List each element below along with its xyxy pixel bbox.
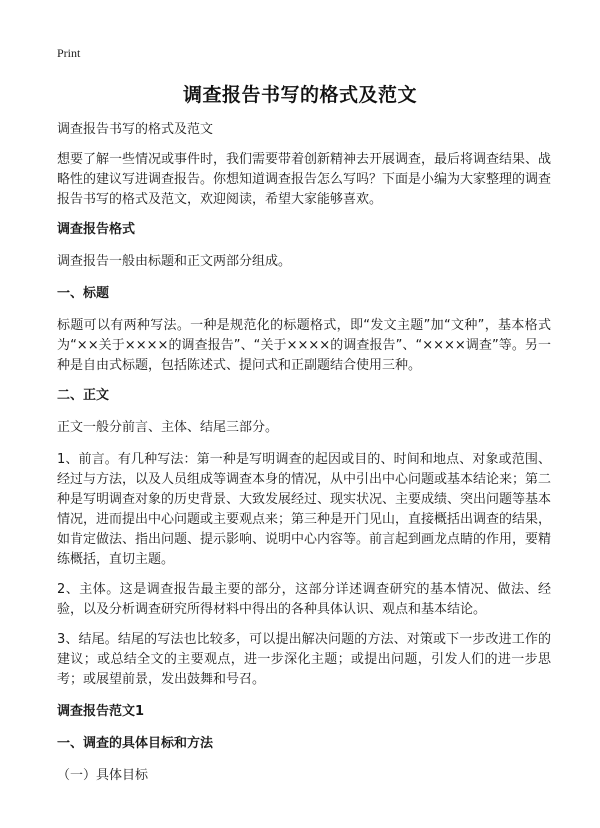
body-part-summary: 正文一般分前言、主体、结尾三部分。 <box>57 420 279 435</box>
sample-sub1-heading: （一）具体目标 <box>57 768 149 783</box>
main-body-paragraph: 2、主体。这是调查报告最主要的部分，这部分详述调查研究的基本情况、做法、经验，以及分析调查研究所得材料中得出的各种具体认识、观点和基本结论。 <box>57 582 551 617</box>
ending-paragraph: 3、结尾。结尾的写法也比较多，可以提出解决问题的方法、对策或下一步改进工作的建议；或总结全文的主要观点，进一步深化主题；或提出问题，引发人们的进一步思考；或展望前景，发出鼓舞和号召。 <box>57 632 551 687</box>
heading-body-part: 二、正文 <box>57 388 110 403</box>
format-summary: 调查报告一般由标题和正文两部分组成。 <box>57 254 292 269</box>
intro-paragraph: 想要了解一些情况或事件时，我们需要带着创新精神去开展调查，最后将调查结果、战略性的建议写进调查报告。你想知道调查报告怎么写吗？下面是小编为大家整理的调查报告书写的格式及范文，欢迎阅读，希望大家能够喜欢。 <box>57 152 552 207</box>
sample-heading: 调查报告范文1 <box>57 704 145 719</box>
title-part-paragraph: 标题可以有两种写法。一种是规范化的标题格式，即“发文主题”加“文种”，基本格式为“××关于××××的调查报告”、“关于××××的调查报告”、“××××调查”等。另一种是自由式标题，包括陈述式、提问式和正副题结合使用三种。 <box>57 318 551 373</box>
preface-paragraph: 1、前言。有几种写法：第一种是写明调查的起因或目的、时间和地点、对象或范围、经过与方法，以及人员组成等调查本身的情况，从中引出中心问题或基本结论来；第二种是写明调查对象的历史背景、大致发展经过、现实状况、主要成绩、突出问题等基本情况，进而提出中心问题或主要观点来；第三种是开门见山，直接概括出调查的结果，如肯定做法、指出问题、提示影响、说明中心内容等。前言起到画龙点睛的作用，要精练概括，直切主题。 <box>57 452 552 567</box>
document-title: 调查报告书写的格式及范文 <box>182 84 417 106</box>
heading-title-part: 一、标题 <box>57 286 110 301</box>
document-subtitle: 调查报告书写的格式及范文 <box>57 122 214 137</box>
print-label: Print <box>57 46 81 60</box>
sample-part1-heading: 一、调查的具体目标和方法 <box>57 736 214 751</box>
document-body <box>57 120 551 796</box>
section-heading-format: 调查报告格式 <box>57 222 136 237</box>
